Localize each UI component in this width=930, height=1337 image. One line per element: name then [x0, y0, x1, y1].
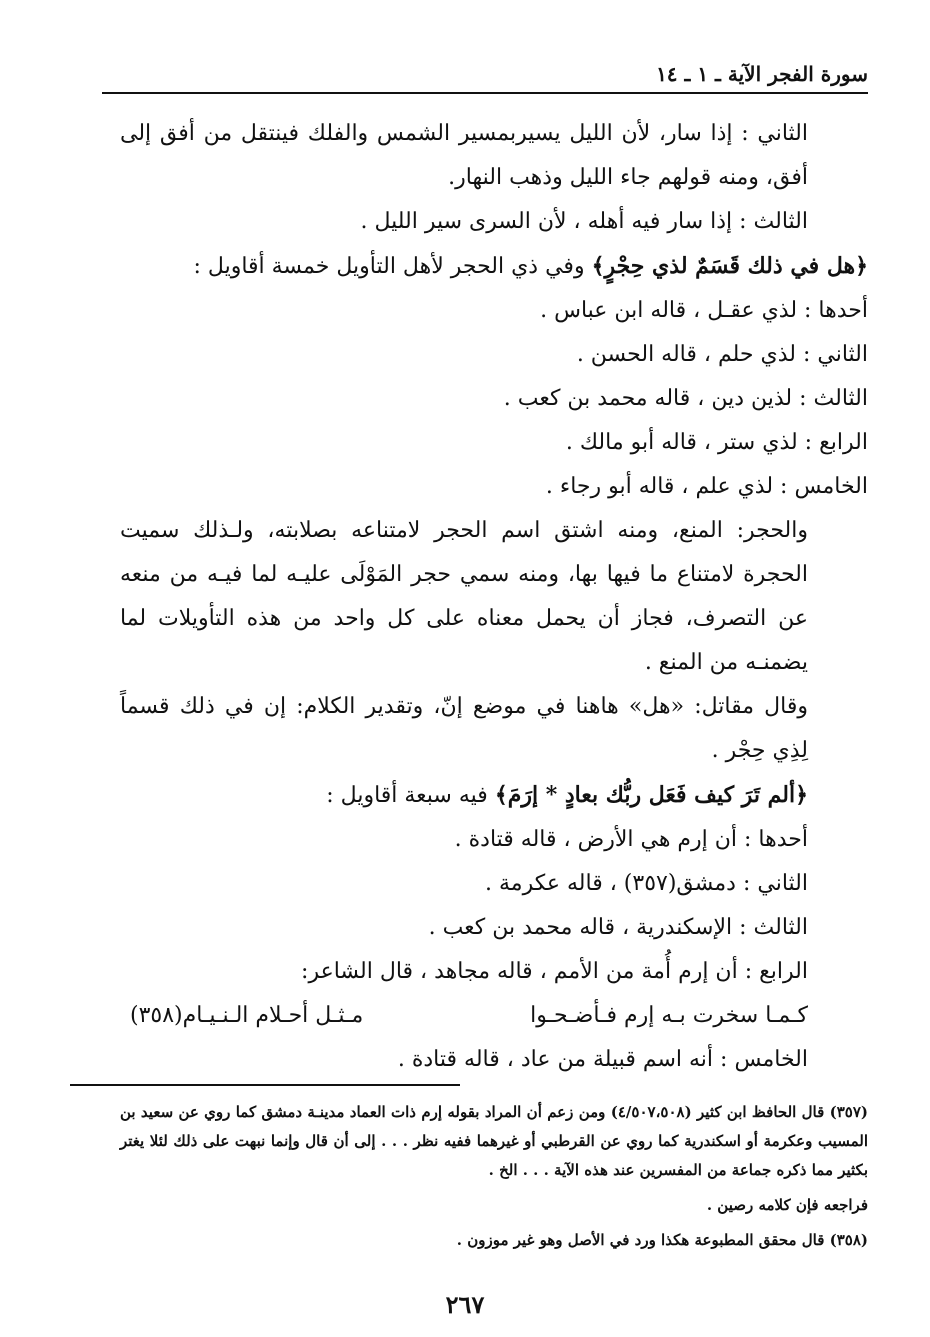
quran-verse-paragraph [120, 773, 868, 818]
quran-verse-paragraph [120, 244, 868, 289]
quran-verse: ﴿هل في ذلك قَسَمٌ لذي حِجْرٍ﴾ [591, 253, 868, 279]
list-item: الثالث : لذين دين ، قاله محمد بن كعب . [503, 386, 868, 411]
quran-verse: ﴿ألم تَرَ كيف فَعَل ربُّك بعادٍ * إرَمَ﴾ [494, 782, 808, 808]
poem-verse [120, 994, 868, 1038]
running-header [102, 62, 868, 94]
list-item: أحدها : لذي عقـل ، قاله ابن عباس . [540, 298, 868, 323]
verse-commentary: وفي ذي الحجر لأهل التأويل خمسة أقاويل : [193, 254, 592, 279]
poem-second-hemistich: مـثـل أحـلام الـنـيـام(٣٥٨) [130, 1003, 364, 1028]
footnote: (٣٥٧) قال الحافظ ابن كثير (٤/٥٠٧،٥٠٨) ومن زعم أن المراد بقوله إرم ذات العماد مدينـة دمشق كما روي عن سعيد بن المسيب وعكرمة أو اسكندرية كما روي عن القرطبي أو غيرهما ففيه نظر . . . إلى أن قال وإنما نبهت على ذلك لئلا يغتر بكثير مما ذكره جماعة من المفسرين عند هذه الآية . . . الخ . [120, 1103, 869, 1179]
poem-first-hemistich: كـمـا سخرت بـه إرم فـأضـحـوا [530, 1003, 808, 1028]
footnotes [120, 1098, 868, 1261]
page-number: ٢٦٧ [445, 1290, 485, 1319]
verse-commentary: فيه سبعة أقاويل : [326, 783, 495, 808]
footnote-continuation: فراجعه فإن كلامه رصين . [706, 1196, 868, 1214]
list-item: الثاني : لذي حلم ، قاله الحسن . [576, 342, 868, 367]
list-item: الرابع : لذي ستر ، قاله أبو مالك . [565, 430, 868, 455]
list-item: الثالث : الإسكندرية ، قاله محمد بن كعب . [428, 915, 808, 940]
paragraph: الثالث : إذا سار فيه أهله ، لأن السرى سير الليل . [360, 209, 808, 234]
list-item: أحدها : أن إرم هي الأرض ، قاله قتادة . [454, 827, 808, 852]
paragraph: الثاني : إذا سار، لأن الليل يسيربمسير الشمس والفلك فينتقل من أفق إلى أفق، ومنه قولهم جاء الليل وذهب النهار. [120, 121, 808, 190]
list-item: الخامس : لذي علم ، قاله أبو رجاء . [545, 474, 868, 499]
paragraph: وقال مقاتل: «هل» هاهنا في موضع إنّ، وتقدير الكلام: إن في ذلك قسماً لِذِي حِجْر . [120, 694, 808, 763]
list-item: الخامس : أنه اسم قبيلة من عاد ، قاله قتادة . [397, 1047, 808, 1072]
main-text [120, 112, 868, 1082]
footnote: (٣٥٨) قال محقق المطبوعة هكذا ورد في الأصل وهو غير موزون . [456, 1231, 868, 1249]
running-title: سورة الفجر الآية ـ ١ ـ ١٤ [656, 62, 868, 86]
footnote-divider [70, 1084, 460, 1086]
paragraph: والحجر: المنع، ومنه اشتق اسم الحجر لامتناعه بصلابته، ولـذلك سميت الحجرة لامتناع ما فيها بها، ومنه سمي حجر المَوْلَى عليـه لما فيـه من منعه عن التصرف، فجاز أن يحمل معناه على كل واحد من هذه التأويلات لما يضمنـه من المنع . [120, 518, 808, 675]
list-item: الثاني : دمشق(٣٥٧) ، قاله عكرمة . [485, 871, 808, 896]
list-item: الرابع : أن إرم أُمة من الأمم ، قاله مجاهد ، قال الشاعر: [301, 959, 808, 984]
